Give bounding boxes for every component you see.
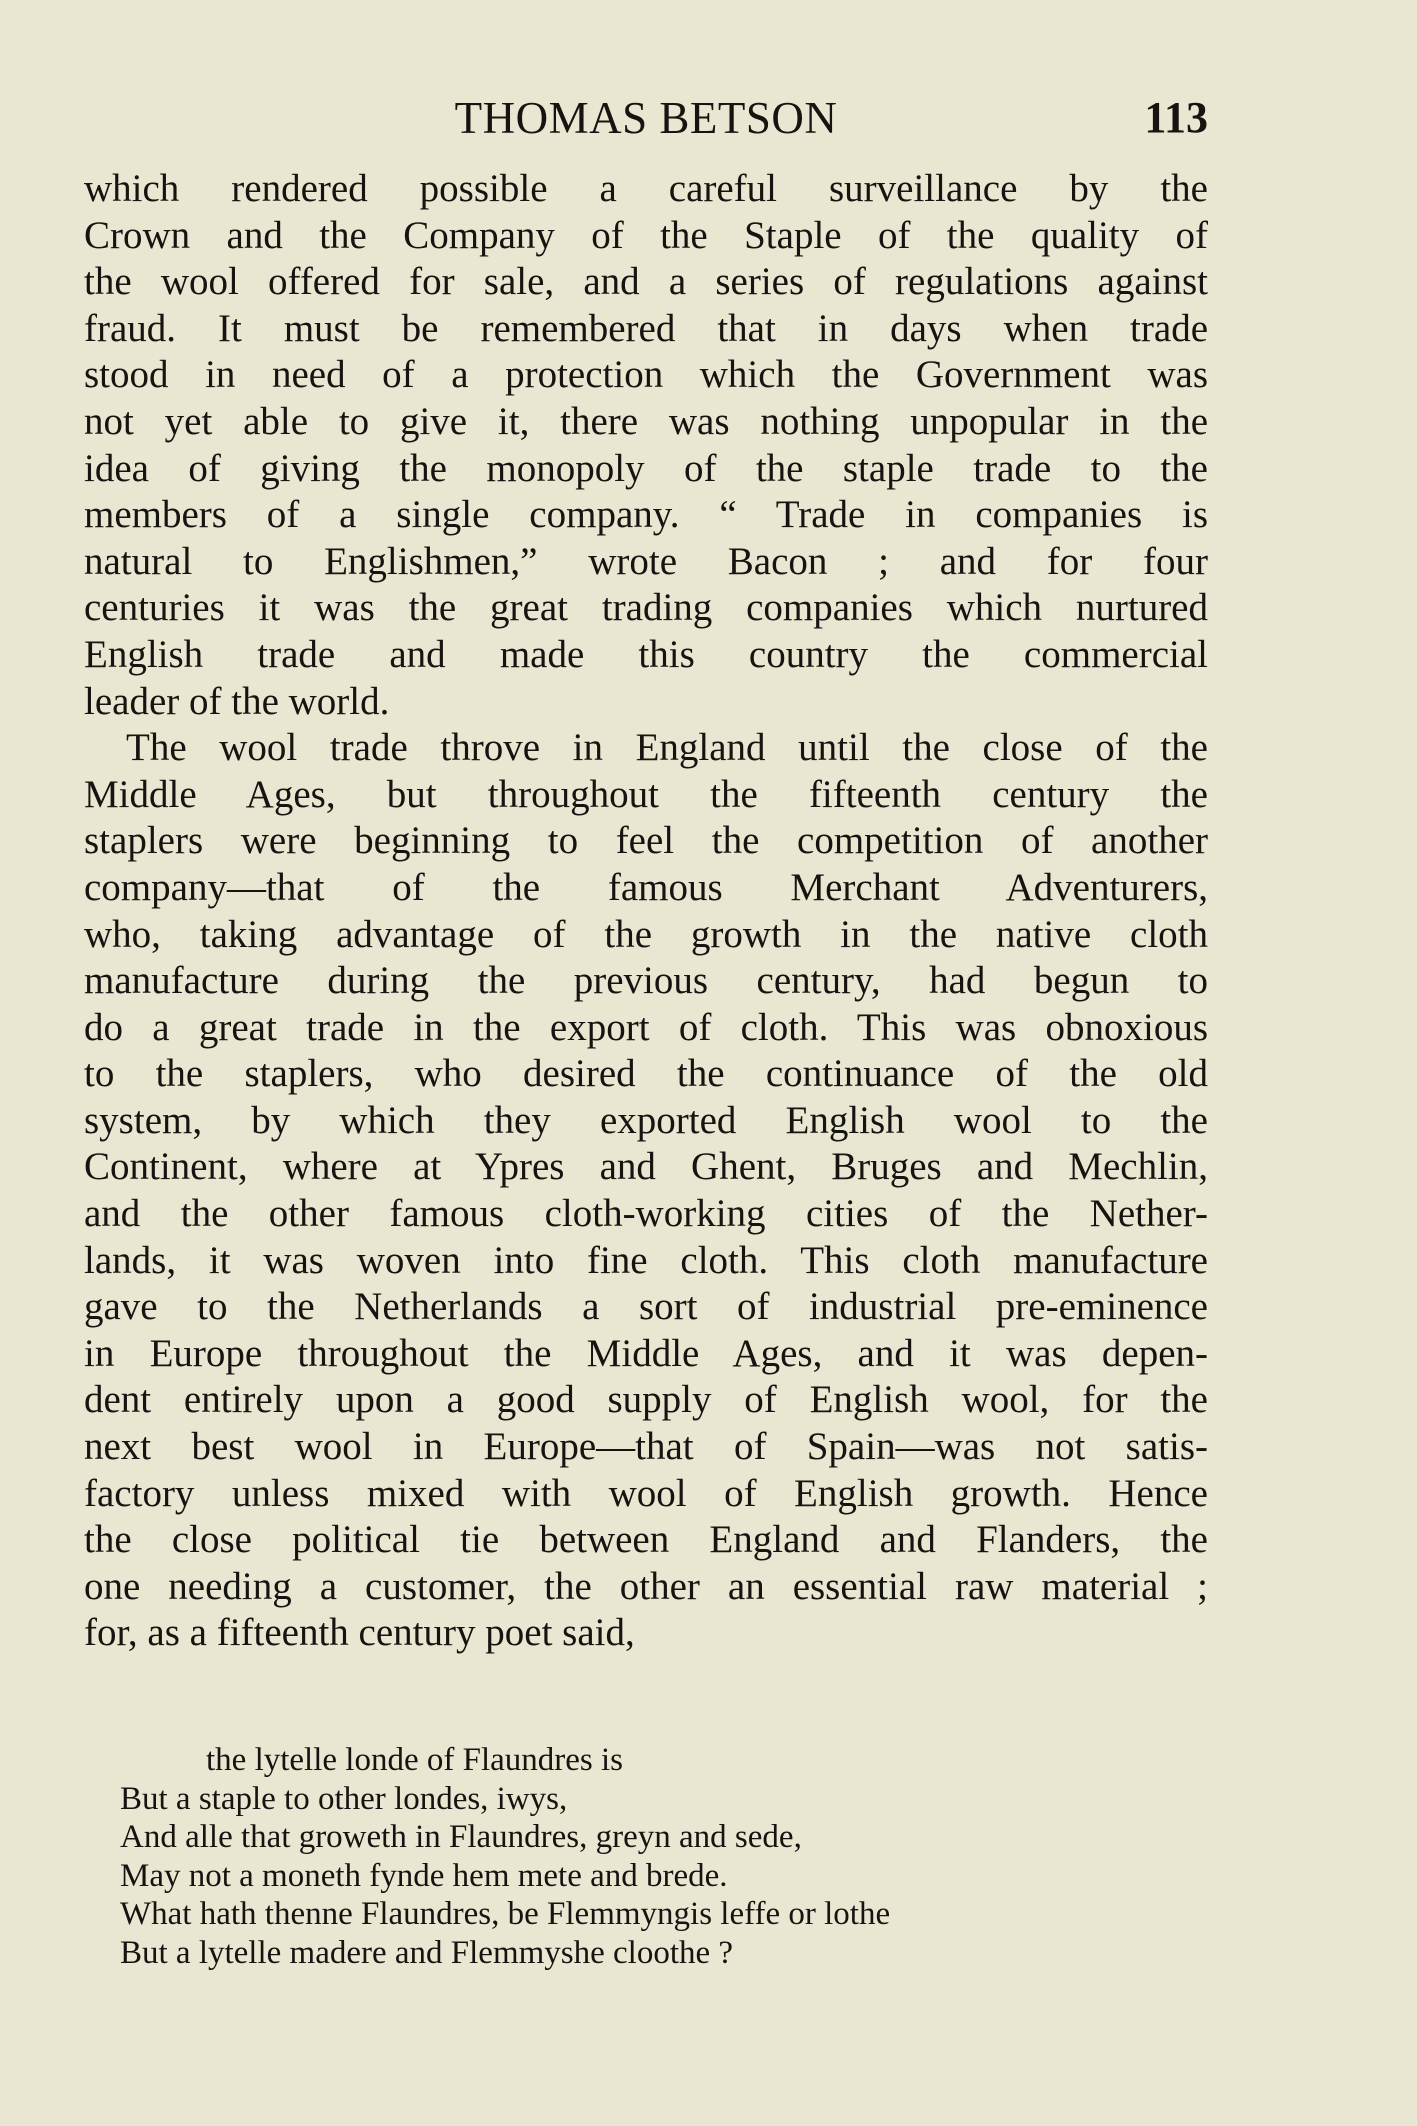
verse-quotation xyxy=(120,1741,1200,1972)
text-line: stood in need of a protection which the Government was xyxy=(84,353,1208,397)
paragraph-1 xyxy=(84,166,1208,725)
text-line: fraud. It must be remembered that in days when trade xyxy=(84,306,1208,350)
paragraph-2 xyxy=(84,725,1208,1657)
verse-line: But a staple to other londes, iwys, xyxy=(120,1780,568,1817)
text-line: Middle Ages, but throughout the fifteenth century the xyxy=(84,772,1208,816)
running-title: THOMAS BETSON xyxy=(454,93,838,143)
text-line: which rendered possible a careful surveillance by the xyxy=(84,167,1208,210)
text-line: next best wool in Europe—that of Spain—was not satis- xyxy=(84,1425,1208,1469)
text-line: in Europe throughout the Middle Ages, and it was depen- xyxy=(84,1331,1208,1375)
text-line: centuries it was the great trading companies which nurtured xyxy=(84,586,1208,630)
verse-line: the lytelle londe of Flaundres is xyxy=(206,1742,623,1778)
text-line: system, by which they exported English wool to the xyxy=(84,1098,1208,1142)
text-line: The wool trade throve in England until the close of the xyxy=(126,726,1208,770)
text-line: do a great trade in the export of cloth. This was obnoxious xyxy=(84,1005,1208,1049)
text-line: company—that of the famous Merchant Adventurers, xyxy=(84,865,1208,909)
text-line: one needing a customer, the other an essential raw material ; xyxy=(84,1564,1208,1608)
page-number: 113 xyxy=(1144,93,1208,142)
text-line: gave to the Netherlands a sort of industrial pre-eminence xyxy=(84,1285,1208,1329)
text-line: to the staplers, who desired the continuance of the old xyxy=(84,1052,1208,1096)
text-line: idea of giving the monopoly of the staple trade to the xyxy=(84,446,1208,490)
text-line: natural to Englishmen,” wrote Bacon ; and for four xyxy=(84,539,1208,583)
verse-line: And alle that groweth in Flaundres, greyn and sede, xyxy=(120,1819,802,1855)
text-line: dent entirely upon a good supply of English wool, for the xyxy=(84,1378,1208,1422)
text-line: Crown and the Company of the Staple of the quality of xyxy=(84,213,1208,257)
text-line: the close political tie between England and Flanders, the xyxy=(84,1518,1208,1562)
text-line: manufacture during the previous century, had begun to xyxy=(84,959,1208,1003)
running-head xyxy=(84,88,1208,148)
text-line: leader of the world. xyxy=(84,679,390,723)
text-line: factory unless mixed with wool of English growth. Hence xyxy=(84,1471,1208,1515)
text-line: the wool offered for sale, and a series of regulations against xyxy=(84,260,1208,304)
text-line: and the other famous cloth-working cities of the Nether- xyxy=(84,1192,1208,1236)
verse-line: But a lytelle madere and Flemmyshe cloothe ? xyxy=(120,1934,734,1971)
text-line: Continent, where at Ypres and Ghent, Bruges and Mechlin, xyxy=(84,1145,1208,1189)
verse-line: What hath thenne Flaundres, be Flemmyngis leffe or lothe xyxy=(120,1896,891,1932)
text-line: for, as a fifteenth century poet said, xyxy=(84,1611,635,1655)
text-line: members of a single company. “ Trade in companies is xyxy=(84,493,1208,537)
text-line: not yet able to give it, there was nothing unpopular in the xyxy=(84,399,1208,443)
text-line: staplers were beginning to feel the competition of another xyxy=(84,819,1208,863)
text-line: lands, it was woven into fine cloth. This cloth manufacture xyxy=(84,1238,1208,1282)
text-line: who, taking advantage of the growth in the native cloth xyxy=(84,912,1208,956)
body-text xyxy=(84,166,1208,1657)
verse-line: May not a moneth fynde hem mete and brede. xyxy=(120,1857,728,1894)
text-line: English trade and made this country the commercial xyxy=(84,632,1208,676)
